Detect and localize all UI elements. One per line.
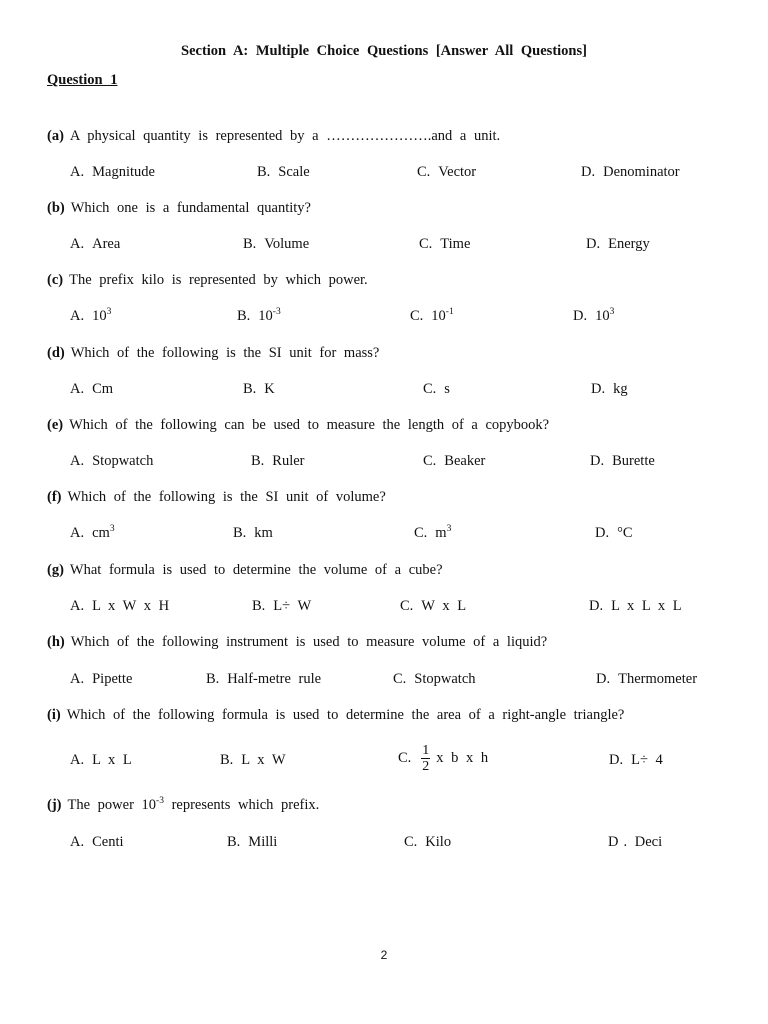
- question-text: Which of the following formula is used to determine the area of a right-angle triangle?: [66, 707, 625, 723]
- option-text: L x W: [241, 752, 286, 768]
- option-letter: A.: [70, 752, 85, 768]
- question-text: What formula is used to determine the volume of a cube?: [69, 562, 443, 578]
- option-i-a: [70, 752, 132, 769]
- question-letter: (i): [47, 707, 61, 723]
- option-i-d: [609, 752, 663, 769]
- option-letter: D.: [596, 671, 611, 687]
- option-text: Time: [440, 236, 471, 252]
- question-heading: Question 1: [47, 72, 118, 88]
- option-c-d: [573, 308, 614, 325]
- fraction-numerator: 1: [422, 743, 430, 758]
- option-letter: B.: [227, 834, 241, 850]
- option-letter: B.: [257, 164, 271, 180]
- option-text: Volume: [264, 236, 310, 252]
- option-i-c: [398, 743, 488, 774]
- question-j: [47, 797, 319, 814]
- option-text: s: [444, 381, 450, 397]
- question-text: Which of the following is the SI unit for mass?: [70, 345, 380, 361]
- option-text: Magnitude: [92, 164, 155, 180]
- option-text: Burette: [612, 453, 655, 469]
- option-b-a: [70, 236, 120, 253]
- question-text: A physical quantity is represented by a ………………….and a unit.: [69, 128, 501, 144]
- question-text: Which of the following is the SI unit of volume?: [67, 489, 386, 505]
- option-letter: A.: [70, 236, 85, 252]
- option-letter: B.: [252, 598, 266, 614]
- option-exponent: -1: [445, 307, 454, 317]
- option-base: m: [435, 525, 447, 541]
- option-c-c: [410, 308, 454, 325]
- option-g-a: [70, 598, 169, 615]
- option-exponent: -3: [272, 307, 281, 317]
- option-text: Energy: [608, 236, 650, 252]
- option-d-a: [70, 381, 113, 398]
- section-title: Section A: Multiple Choice Questions [Answer All Questions]: [181, 43, 587, 59]
- option-letter: B.: [243, 236, 257, 252]
- option-exponent: 3: [609, 307, 615, 317]
- question-letter: (b): [47, 200, 65, 216]
- option-letter: A.: [70, 453, 85, 469]
- question-a: [47, 128, 500, 145]
- option-letter: B.: [220, 752, 234, 768]
- option-text: W x L: [421, 598, 467, 614]
- option-exponent: 3: [106, 307, 112, 317]
- page-number: 2: [380, 948, 388, 962]
- question-h: [47, 634, 547, 651]
- option-f-a: [70, 525, 115, 542]
- option-letter: C.: [423, 381, 437, 397]
- option-letter: C.: [400, 598, 414, 614]
- option-exponent: 3: [109, 524, 115, 534]
- option-text: Pipette: [92, 671, 133, 687]
- option-letter: D.: [609, 752, 624, 768]
- option-e-a: [70, 453, 153, 470]
- option-base: 10: [595, 308, 610, 324]
- question-power-base: 10: [141, 797, 157, 813]
- option-text: °C: [617, 525, 633, 541]
- option-j-b: [227, 834, 277, 851]
- option-text: kg: [613, 381, 628, 397]
- option-letter: B.: [233, 525, 247, 541]
- question-d: [47, 345, 379, 362]
- option-base: 10: [92, 308, 107, 324]
- question-letter: (c): [47, 272, 64, 288]
- option-letter: A.: [70, 381, 85, 397]
- option-text: . Deci: [623, 834, 663, 850]
- question-power-exponent: -3: [156, 796, 164, 806]
- option-a-a: [70, 164, 155, 181]
- option-e-c: [423, 453, 485, 470]
- fraction-one-half: [421, 743, 430, 774]
- option-text: L x L x L: [611, 598, 682, 614]
- option-a-d: [581, 164, 680, 181]
- option-letter: A.: [70, 834, 85, 850]
- option-j-c: [404, 834, 451, 851]
- option-h-c: [393, 671, 476, 688]
- option-i-b: [220, 752, 286, 769]
- option-text: Half-metre rule: [227, 671, 322, 687]
- option-letter: A.: [70, 164, 85, 180]
- question-text: Which one is a fundamental quantity?: [70, 200, 311, 216]
- option-text: Scale: [278, 164, 310, 180]
- option-a-c: [417, 164, 476, 181]
- option-letter: C.: [404, 834, 418, 850]
- option-g-b: [252, 598, 311, 615]
- option-letter: C.: [417, 164, 431, 180]
- question-letter: (d): [47, 345, 65, 361]
- option-text: Milli: [248, 834, 278, 850]
- question-text-before: The power: [67, 797, 134, 813]
- question-letter: (j): [47, 797, 62, 813]
- option-letter: D.: [573, 308, 588, 324]
- option-b-d: [586, 236, 650, 253]
- option-d-c: [423, 381, 450, 398]
- option-text: Kilo: [425, 834, 452, 850]
- option-j-a: [70, 834, 124, 851]
- option-exponent: 3: [446, 524, 452, 534]
- option-text: Stopwatch: [414, 671, 476, 687]
- option-letter: A.: [70, 598, 85, 614]
- option-base: 10: [258, 308, 273, 324]
- option-b-c: [419, 236, 470, 253]
- question-i: [47, 707, 624, 724]
- option-text: Vector: [438, 164, 477, 180]
- option-letter: A.: [70, 308, 85, 324]
- option-text: L÷ 4: [631, 752, 663, 768]
- option-b-b: [243, 236, 309, 253]
- option-letter: C.: [419, 236, 433, 252]
- option-text: Cm: [92, 381, 114, 397]
- question-text: Which of the following can be used to measure the length of a copybook?: [69, 417, 550, 433]
- question-text: The prefix kilo is represented by which power.: [69, 272, 368, 288]
- question-letter: (e): [47, 417, 64, 433]
- option-letter: D.: [581, 164, 596, 180]
- option-letter: B.: [206, 671, 220, 687]
- question-letter: (f): [47, 489, 62, 505]
- question-f: [47, 489, 386, 506]
- question-text: Which of the following instrument is used to measure volume of a liquid?: [70, 634, 548, 650]
- option-text: Stopwatch: [92, 453, 154, 469]
- question-letter: (g): [47, 562, 64, 578]
- option-h-b: [206, 671, 321, 688]
- option-letter: C.: [398, 750, 412, 766]
- option-d-d: [591, 381, 628, 398]
- option-letter: D.: [590, 453, 605, 469]
- question-letter: (h): [47, 634, 65, 650]
- option-f-d: [595, 525, 633, 542]
- question-letter: (a): [47, 128, 64, 144]
- option-f-c: [414, 525, 451, 542]
- option-text: L x W x H: [92, 598, 170, 614]
- option-text: Denominator: [603, 164, 680, 180]
- option-text: x b x h: [436, 750, 489, 766]
- option-text: L÷ W: [273, 598, 312, 614]
- option-text: Ruler: [272, 453, 305, 469]
- option-letter: C.: [410, 308, 424, 324]
- option-text: Centi: [92, 834, 124, 850]
- option-text: Beaker: [444, 453, 486, 469]
- option-e-d: [590, 453, 655, 470]
- option-a-b: [257, 164, 310, 181]
- option-letter: D.: [595, 525, 610, 541]
- option-letter: A.: [70, 671, 85, 687]
- question-b: [47, 200, 311, 217]
- option-letter: D.: [589, 598, 604, 614]
- option-j-d: [608, 834, 662, 851]
- option-letter: C.: [423, 453, 437, 469]
- option-text: L x L: [92, 752, 132, 768]
- question-text-after: represents which prefix.: [171, 797, 320, 813]
- option-base: cm: [92, 525, 110, 541]
- option-letter: A.: [70, 525, 85, 541]
- question-e: [47, 417, 549, 434]
- option-e-b: [251, 453, 305, 470]
- fraction-denominator: 2: [422, 759, 430, 774]
- option-letter: D.: [591, 381, 606, 397]
- option-h-d: [596, 671, 697, 688]
- option-text: Area: [92, 236, 121, 252]
- option-g-c: [400, 598, 466, 615]
- option-letter: C.: [393, 671, 407, 687]
- option-base: 10: [431, 308, 446, 324]
- option-c-b: [237, 308, 281, 325]
- option-text: Thermometer: [618, 671, 698, 687]
- option-g-d: [589, 598, 682, 615]
- option-letter: B.: [251, 453, 265, 469]
- option-d-b: [243, 381, 275, 398]
- option-text: km: [254, 525, 273, 541]
- option-letter: D.: [586, 236, 601, 252]
- question-c: [47, 272, 368, 289]
- question-g: [47, 562, 443, 579]
- option-letter: C.: [414, 525, 428, 541]
- option-letter: D: [608, 834, 619, 850]
- option-letter: B.: [243, 381, 257, 397]
- option-text: K: [264, 381, 275, 397]
- option-letter: B.: [237, 308, 251, 324]
- option-f-b: [233, 525, 273, 542]
- option-c-a: [70, 308, 111, 325]
- option-h-a: [70, 671, 132, 688]
